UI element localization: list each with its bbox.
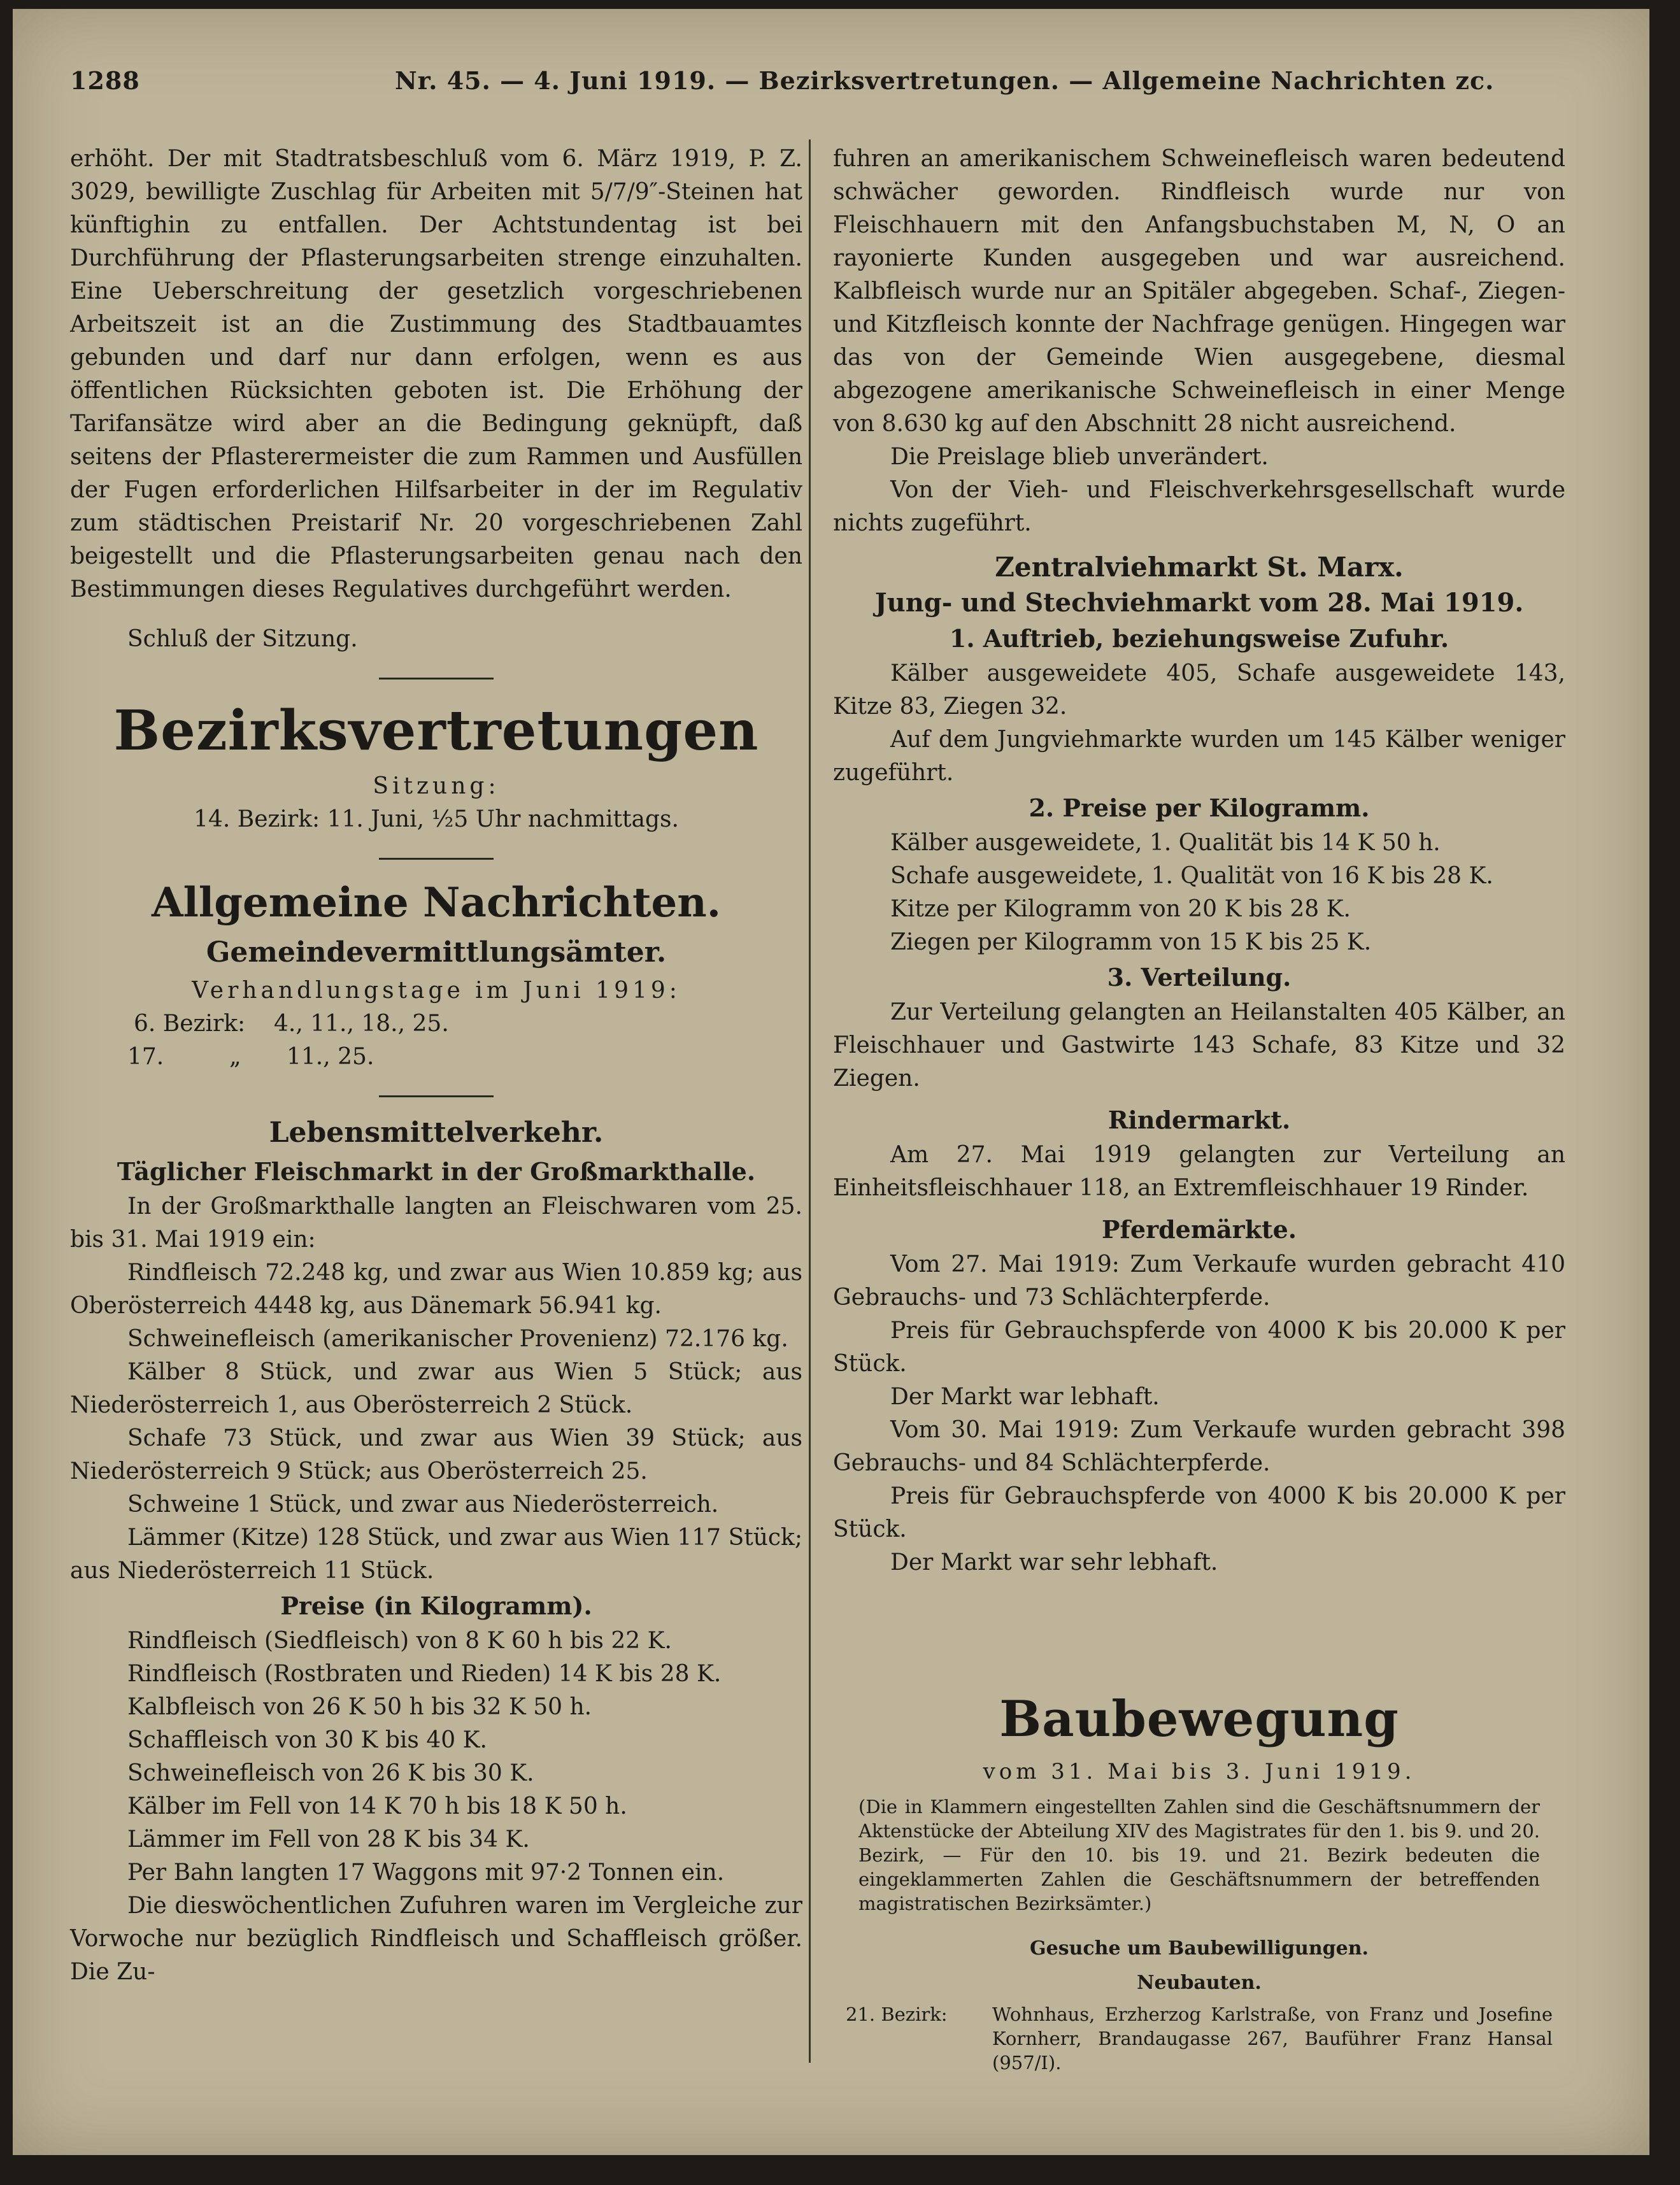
paragraph-preis-27: Preis für Gebrauchspferde von 4000 K bis 20.000 K per Stück.: [833, 1318, 1565, 1377]
heading-auftrieb: 1. Auftrieb, beziehungsweise Zufuhr.: [949, 624, 1449, 653]
verhandlungstage: Verhandlungstage im Juni 1919:: [192, 978, 681, 1004]
heading-verteilung: 3. Verteilung.: [1107, 963, 1292, 992]
paragraph-preislage: Die Preislage blieb unverändert.: [890, 444, 1269, 470]
paragraph-bahn: Per Bahn langten 17 Waggons mit 97·2 Tonnen ein.: [127, 1860, 725, 1886]
baubewegung-note: (Die in Klammern eingestellten Zahlen sind die Geschäftsnummern der Aktenstücke der Abteilung XIV des Magistrates für den 1. bis 9. und 20. Bezirk, — Für den 10. bis 19. und 21. Bezirk bedeuten die eingeklammerten Zahlen die Geschäftsnummern der betreffenden magistratischen Bezirksämter.): [858, 1796, 1540, 1914]
paragraph-preis-30: Preis für Gebrauchspferde von 4000 K bis 20.000 K per Stück.: [833, 1483, 1565, 1542]
paragraph-auftrieb: Kälber ausgeweidete 405, Schafe ausgeweidete 143, Kitze 83, Ziegen 32.: [833, 660, 1565, 720]
paragraph-markt-30: Der Markt war sehr lebhaft.: [890, 1549, 1218, 1576]
paragraph-markt-27: Der Markt war lebhaft.: [890, 1384, 1160, 1410]
paragraph-zufuhr: Die dieswöchentlichen Zufuhren waren im Vergleiche zur Vorwoche nur bezüglich Rindfleisch und Schaffleisch größer. Die Zu-: [70, 1893, 802, 1985]
price-line: Rindfleisch (Siedfleisch) von 8 K 60 h bis 22 K.: [127, 1628, 672, 1654]
item-laemmer: Lämmer (Kitze) 128 Stück, und zwar aus Wien 117 Stück; aus Niederösterreich 11 Stück.: [70, 1525, 802, 1584]
schedule-district: 6. Bezirk:: [134, 1011, 246, 1037]
heading-bezirksvertretungen: Bezirksvertretungen: [113, 699, 759, 763]
paragraph-rindermarkt: Am 27. Mai 1919 gelangten zur Verteilung an Einheitsfleischhauer 118, an Extremfleischhauer 19 Rinder.: [833, 1142, 1565, 1201]
divider-rule: [379, 858, 494, 860]
item-rindfleisch: Rindfleisch 72.248 kg, und zwar aus Wien 10.859 kg; aus Oberösterreich 4448 kg, aus Dänemark 56.941 kg.: [70, 1260, 802, 1319]
heading-lebensmittelverkehr: Lebensmittelverkehr.: [269, 1116, 604, 1149]
price-line: Rindfleisch (Rostbraten und Rieden) 14 K bis 28 K.: [127, 1661, 722, 1687]
heading-pferdemaerkte: Pferdemärkte.: [1101, 1215, 1297, 1244]
price-line: Schafe ausgeweidete, 1. Qualität von 16 K bis 28 K.: [890, 863, 1493, 889]
neubau-entry: [846, 2002, 1553, 2075]
heading-fleischmarkt: Täglicher Fleischmarkt in der Großmarkthalle.: [117, 1157, 756, 1186]
heading-gesuche: Gesuche um Baubewilligungen.: [1029, 1937, 1369, 1960]
heading-neubauten: Neubauten.: [1137, 1972, 1262, 1994]
running-title: Nr. 45. — 4. Juni 1919. — Bezirksvertretungen. — Allgemeine Nachrichten zc.: [395, 66, 1495, 95]
left-column: [70, 143, 802, 1989]
paragraph-pferde-27: Vom 27. Mai 1919: Zum Verkaufe wurden gebracht 410 Gebrauchs- und 73 Schlächterpferde.: [833, 1251, 1565, 1311]
item-schweinefleisch: Schweinefleisch (amerikanischer Provenienz) 72.176 kg.: [127, 1326, 788, 1352]
price-line: Lämmer im Fell von 28 K bis 34 K.: [127, 1826, 530, 1853]
paragraph-jungvieh: Auf dem Jungviehmarkte wurden um 145 Kälber weniger zugeführt.: [833, 727, 1565, 786]
schedule-ditto: „: [229, 1044, 241, 1070]
item-schafe: Schafe 73 Stück, und zwar aus Wien 39 Stück; aus Niederösterreich 9 Stück; aus Oberösterreich 25.: [70, 1425, 802, 1484]
schedule-row: [70, 1007, 802, 1041]
neubau-text: Wohnhaus, Erzherzog Karlstraße, von Franz und Josefine Kornherr, Brandaugasse 267, Bauführer Franz Hansal (957/I).: [992, 2004, 1553, 2074]
price-line: Schweinefleisch von 26 K bis 30 K.: [127, 1760, 534, 1786]
item-schweine: Schweine 1 Stück, und zwar aus Niederösterreich.: [127, 1491, 719, 1518]
paragraph-schluss: Schluß der Sitzung.: [127, 626, 358, 652]
baubewegung-date: vom 31. Mai bis 3. Juni 1919.: [983, 1759, 1416, 1784]
column-divider: [809, 139, 811, 2063]
sitzung-label: Sitzung:: [373, 773, 500, 799]
price-line: Kalbfleisch von 26 K 50 h bis 32 K 50 h.: [127, 1694, 592, 1720]
item-kaelber: Kälber 8 Stück, und zwar aus Wien 5 Stück; aus Niederösterreich 1, aus Oberösterreich 2 Stück.: [70, 1359, 802, 1418]
price-line: Ziegen per Kilogramm von 15 K bis 25 K.: [890, 929, 1372, 955]
right-column: [833, 143, 1565, 2075]
heading-gemeindevermittlungsaemter: Gemeindevermittlungsämter.: [206, 936, 667, 969]
heading-preise: Preise (in Kilogramm).: [280, 1591, 592, 1620]
heading-allgemeine-nachrichten: Allgemeine Nachrichten.: [151, 879, 722, 927]
schedule-row: [70, 1041, 802, 1074]
heading-jungviehmarkt: Jung- und Stechviehmarkt vom 28. Mai 1919.: [874, 588, 1524, 618]
divider-rule: [379, 1095, 494, 1097]
paragraph-pferde-30: Vom 30. Mai 1919: Zum Verkaufe wurden gebracht 398 Gebrauchs- und 84 Schlächterpferde.: [833, 1417, 1565, 1476]
price-line: Kälber im Fell von 14 K 70 h bis 18 K 50 h.: [127, 1793, 627, 1819]
heading-rindermarkt: Rindermarkt.: [1107, 1106, 1291, 1134]
heading-zentralviehmarkt: Zentralviehmarkt St. Marx.: [995, 552, 1404, 583]
page-header: [70, 60, 1611, 104]
schedule-district: 17.: [127, 1044, 164, 1070]
heading-preise-kg: 2. Preise per Kilogramm.: [1029, 794, 1370, 822]
paragraph-pflaster: erhöht. Der mit Stadtratsbeschluß vom 6. März 1919, P. Z. 3029, bewilligte Zuschlag für Arbeiten mit 5/7/9″-Steinen hat künftighin zu entfallen. Der Achtstundentag ist bei Durchführung der Pflasterungsarbeiten strenge einzuhalten. Eine Ueberschreitung der gesetzlich vorgeschriebenen Arbeitszeit ist an die Zustimmung des Stadtbauamtes gebunden und darf nur dann erfolgen, wenn es aus öffentlichen Rücksichten geboten ist. Die Erhöhung der Tarifansätze wird aber an die Bedingung geknüpft, daß seitens der Pflasterermeister die zum Rammen und Ausfüllen der Fugen erforderlichen Hilfsarbeiter in der im Regulativ zum städtischen Preistarif Nr. 20 vorgeschriebenen Zahl beigestellt und die Pflasterungsarbeiten genau nach den Bestimmungen dieses Regulatives durchgeführt werden.: [70, 146, 802, 602]
divider-rule: [379, 678, 494, 680]
price-line: Kälber ausgeweidete, 1. Qualität bis 14 K 50 h.: [890, 830, 1441, 856]
newspaper-page: [13, 9, 1649, 2155]
price-line: Schaffleisch von 30 K bis 40 K.: [127, 1727, 487, 1753]
heading-baubewegung: Baubewegung: [999, 1690, 1399, 1748]
schedule-dates: 4., 11., 18., 25.: [274, 1011, 449, 1037]
neubau-district: 21. Bezirk:: [846, 2004, 948, 2025]
price-line: Kitze per Kilogramm von 20 K bis 28 K.: [890, 896, 1351, 922]
paragraph-zufuhr-cont: fuhren an amerikanischem Schweinefleisch waren bedeutend schwächer geworden. Rindfleisch wurde nur von Fleischhauern mit den Anfangsbuchstaben M, N, O an rayonierte Kunden ausgegeben und war ausreichend. Kalbfleisch wurde nur an Spitäler abgegeben. Schaf-, Ziegen- und Kitzfleisch konnte der Nachfrage genügen. Hingegen war das von der Gemeinde Wien ausgegebene, diesmal abgezogene amerikanische Schweinefleisch in einer Menge von 8.630 kg auf den Abschnitt 28 nicht ausreichend.: [833, 146, 1565, 437]
schedule-dates: 11., 25.: [287, 1044, 374, 1070]
paragraph-verteilung: Zur Verteilung gelangten an Heilanstalten 405 Kälber, an Fleischhauer und Gastwirte 143 Schafe, 83 Kitze und 32 Ziegen.: [833, 999, 1565, 1092]
paragraph-gesellschaft: Von der Vieh- und Fleischverkehrsgesellschaft wurde nichts zugeführt.: [833, 477, 1565, 536]
sitzung-line: 14. Bezirk: 11. Juni, ½5 Uhr nachmittags.: [194, 806, 679, 832]
paragraph-intro: In der Großmarkthalle langten an Fleischwaren vom 25. bis 31. Mai 1919 ein:: [70, 1193, 802, 1253]
page-number: 1288: [70, 66, 140, 95]
